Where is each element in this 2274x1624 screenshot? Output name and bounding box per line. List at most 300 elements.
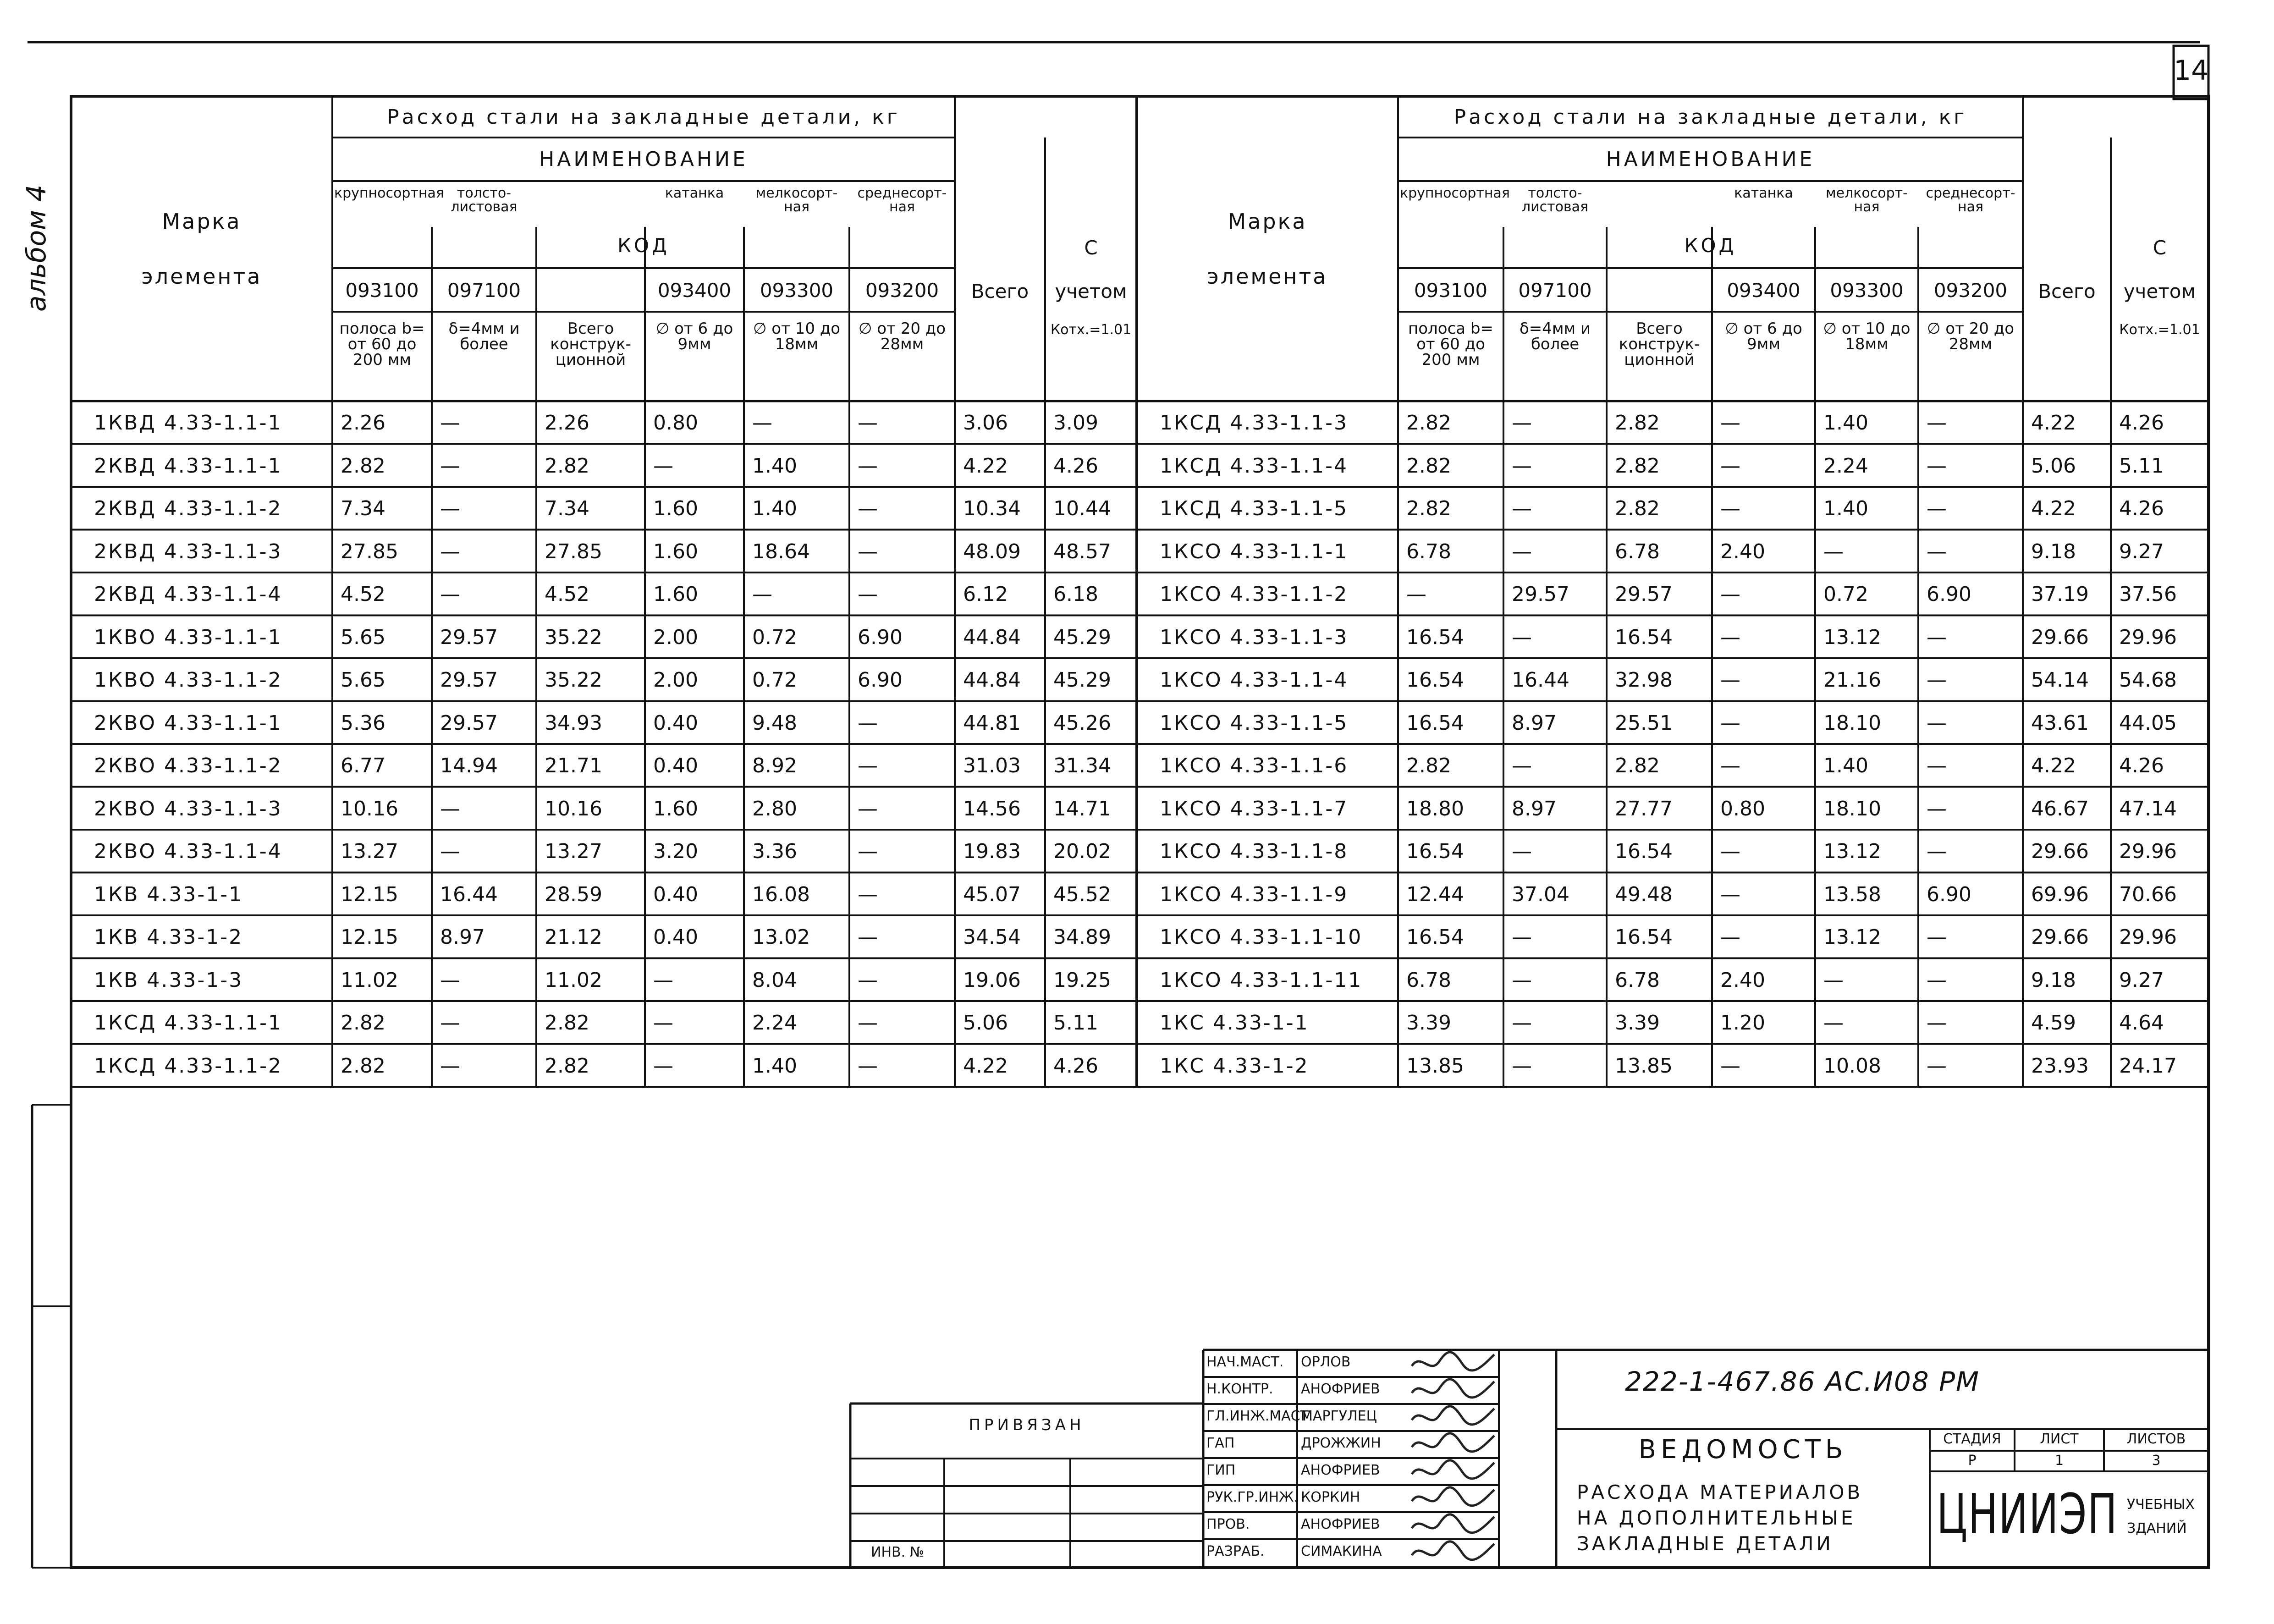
left-cell: — [858, 411, 878, 435]
left-cell: 20.02 [1053, 840, 1111, 863]
left-cell: 0.72 [752, 668, 797, 692]
right-cell: 47.14 [2119, 797, 2177, 820]
left-cell: 45.07 [963, 882, 1021, 906]
right-code-4: 093300 [1830, 279, 1904, 302]
right-cell: 44.05 [2119, 711, 2177, 735]
left-cell: — [653, 1011, 673, 1035]
left-cell: 2.00 [653, 668, 698, 692]
left-s: С [1084, 237, 1098, 259]
left-cell: — [858, 539, 878, 563]
left-cell: 31.03 [963, 754, 1021, 777]
left-coltype-1: толсто-листовая [451, 185, 518, 215]
right-code-1: 097100 [1518, 279, 1592, 302]
left-cell: 6.12 [963, 583, 1008, 606]
right-cell: 29.96 [2119, 840, 2177, 863]
role-label: РАЗРАБ. [1206, 1543, 1265, 1559]
left-coltype-0: крупносортная [334, 185, 444, 201]
left-cell: 0.40 [653, 754, 698, 777]
org-logo: ЦНИИЭП [1937, 1483, 2118, 1547]
left-cell: 48.57 [1053, 539, 1111, 563]
right-elementa: элемента [1207, 264, 1328, 289]
right-cell: 4.64 [2119, 1011, 2164, 1035]
right-cell: 2.82 [1406, 754, 1451, 777]
left-cell: 45.29 [1053, 625, 1111, 649]
right-cell: 9.18 [2031, 539, 2076, 563]
left-cell: 29.57 [440, 711, 498, 735]
left-cell: 9.48 [752, 711, 797, 735]
right-cell: 6.90 [1927, 583, 1971, 606]
right-cell: — [1720, 454, 1740, 478]
left-cell: 5.65 [341, 625, 385, 649]
left-code-4: 093300 [760, 279, 834, 302]
right-cell: — [1512, 454, 1532, 478]
left-cell: 44.84 [963, 625, 1021, 649]
left-cell: — [653, 454, 673, 478]
left-cell: 5.11 [1053, 1011, 1098, 1035]
list-label: ЛИСТ [2040, 1431, 2079, 1447]
left-kotx: Котх.=1.01 [1050, 322, 1132, 338]
left-cell: 19.25 [1053, 968, 1111, 992]
org-sub1: УЧЕБНЫХ [2127, 1497, 2195, 1513]
left-cell: 1.40 [752, 454, 797, 478]
right-cell: 2.82 [1615, 497, 1660, 520]
right-cell: 70.66 [2119, 882, 2177, 906]
left-cell: 2КВО 4.33-1.1-3 [94, 797, 282, 820]
right-cell: — [1927, 840, 1947, 863]
left-cell: — [858, 925, 878, 949]
left-cell: — [440, 539, 460, 563]
right-cell: 29.66 [2031, 840, 2089, 863]
left-cell: 2.26 [341, 411, 385, 435]
left-cell: 12.15 [341, 925, 398, 949]
left-cell: 34.89 [1053, 925, 1111, 949]
left-cell: 1КВО 4.33-1.1-2 [94, 668, 282, 692]
right-s: С [2153, 237, 2167, 259]
left-cell: 5.36 [341, 711, 385, 735]
left-cell: 0.72 [752, 625, 797, 649]
right-cell: — [1512, 754, 1532, 777]
right-cell: — [1512, 1011, 1532, 1035]
right-coltype-1: толсто-листовая [1521, 185, 1589, 215]
right-cell: — [1512, 411, 1532, 435]
left-cell: — [858, 497, 878, 520]
left-cell: 7.34 [545, 497, 589, 520]
left-cell: 21.12 [545, 925, 602, 949]
right-coltype-0: крупносортная [1400, 185, 1510, 201]
left-code-5: 093200 [865, 279, 939, 302]
right-cell: 2.24 [1823, 454, 1868, 478]
name-label: ОРЛОВ [1301, 1354, 1351, 1370]
name-label: КОРКИН [1301, 1489, 1360, 1505]
right-cell: 49.48 [1615, 882, 1673, 906]
role-label: ПРОВ. [1206, 1516, 1250, 1532]
left-cell: — [858, 968, 878, 992]
name-label: СИМАКИНА [1301, 1543, 1382, 1559]
left-title: Расход стали на закладные детали, кг [387, 105, 900, 129]
left-cell: 31.34 [1053, 754, 1111, 777]
left-cell: 10.44 [1053, 497, 1111, 520]
left-cell: 3.09 [1053, 411, 1098, 435]
right-cell: 6.78 [1406, 539, 1451, 563]
right-cell: — [1720, 754, 1740, 777]
right-cell: 4.26 [2119, 497, 2164, 520]
left-cell: 2.82 [341, 454, 385, 478]
right-code-5: 093200 [1933, 279, 2008, 302]
right-cell: 4.22 [2031, 497, 2076, 520]
left-cell: 6.90 [858, 625, 903, 649]
role-label: Н.КОНТР. [1206, 1381, 1273, 1397]
right-cell: — [1720, 711, 1740, 735]
right-spec-2: Всего конструк-ционной [1619, 319, 1700, 369]
right-coltype-5: среднесорт-ная [1926, 185, 2015, 215]
left-cell: 3.20 [653, 840, 698, 863]
left-cell: — [858, 711, 878, 735]
left-cell: 18.64 [752, 539, 810, 563]
left-cell: 35.22 [545, 625, 602, 649]
right-cell: 29.96 [2119, 925, 2177, 949]
right-cell: 16.44 [1512, 668, 1569, 692]
left-cell: — [858, 797, 878, 820]
left-cell: 1КСД 4.33-1.1-2 [94, 1054, 283, 1078]
right-cell: — [1927, 454, 1947, 478]
left-cell: 27.85 [545, 539, 602, 563]
left-cell: 35.22 [545, 668, 602, 692]
right-cell: 13.58 [1823, 882, 1881, 906]
left-cell: 8.97 [440, 925, 485, 949]
right-cell: 12.44 [1406, 882, 1464, 906]
name-label: АНОФРИЕВ [1301, 1516, 1380, 1532]
left-cell: — [440, 1054, 460, 1078]
left-cell: — [440, 968, 460, 992]
left-cell: 2.82 [545, 1011, 589, 1035]
right-cell: 16.54 [1406, 711, 1464, 735]
right-cell: 16.54 [1615, 625, 1673, 649]
left-spec-4: ∅ от 10 до 18мм [753, 319, 841, 353]
right-cell: 2.82 [1406, 411, 1451, 435]
left-cell: 8.92 [752, 754, 797, 777]
right-cell: 8.97 [1512, 797, 1557, 820]
right-cell: 3.39 [1406, 1011, 1451, 1035]
list-value: 1 [2054, 1453, 2064, 1469]
right-cell: 43.61 [2031, 711, 2089, 735]
left-cell: 2.24 [752, 1011, 797, 1035]
right-cell: 1.40 [1823, 754, 1868, 777]
right-cell: — [1512, 539, 1532, 563]
right-cell: 9.27 [2119, 539, 2164, 563]
right-cell: 29.66 [2031, 925, 2089, 949]
left-coltype-5: среднесорт-ная [857, 185, 947, 215]
right-cell: — [1927, 497, 1947, 520]
left-cell: 14.71 [1053, 797, 1111, 820]
left-cell: — [858, 583, 878, 606]
left-cell: 2КВО 4.33-1.1-1 [94, 711, 282, 735]
left-cell: — [858, 882, 878, 906]
left-cell: 7.34 [341, 497, 385, 520]
left-cell: 13.27 [545, 840, 602, 863]
left-cell: 0.80 [653, 411, 698, 435]
left-cell: 1КВ 4.33-1-1 [94, 882, 243, 906]
right-cell: 2.40 [1720, 968, 1765, 992]
title-line: РАСХОДА МАТЕРИАЛОВ [1577, 1481, 1863, 1503]
left-cell: 1КСД 4.33-1.1-1 [94, 1011, 283, 1035]
right-cell: 24.17 [2119, 1054, 2177, 1078]
right-cell: 23.93 [2031, 1054, 2089, 1078]
right-cell: 18.10 [1823, 797, 1881, 820]
left-cell: 4.26 [1053, 1054, 1098, 1078]
right-cell: 3.39 [1615, 1011, 1660, 1035]
left-cell: — [440, 454, 460, 478]
right-cell: 4.22 [2031, 754, 2076, 777]
left-cell: 29.57 [440, 668, 498, 692]
right-cell: 46.67 [2031, 797, 2089, 820]
right-cell: 16.54 [1406, 925, 1464, 949]
right-cell: — [1512, 968, 1532, 992]
right-coltype-3: катанка [1734, 185, 1793, 201]
left-cell: — [440, 1011, 460, 1035]
right-cell: 27.77 [1615, 797, 1673, 820]
right-cell: 0.72 [1823, 583, 1868, 606]
right-cell: 37.04 [1512, 882, 1569, 906]
left-cell: 29.57 [440, 625, 498, 649]
left-cell: 44.84 [963, 668, 1021, 692]
left-cell: — [858, 454, 878, 478]
right-cell: 13.85 [1406, 1054, 1464, 1078]
left-cell: — [752, 411, 772, 435]
left-spec-3: ∅ от 6 до 9мм [655, 319, 733, 353]
right-cell: 37.56 [2119, 583, 2177, 606]
left-cell: 12.15 [341, 882, 398, 906]
right-cell: 9.18 [2031, 968, 2076, 992]
left-cell: 45.29 [1053, 668, 1111, 692]
right-code-3: 093400 [1727, 279, 1800, 302]
right-cell: 1КСО 4.33-1.1-10 [1160, 925, 1363, 949]
right-cell: — [1720, 925, 1740, 949]
name-label: АНОФРИЕВ [1301, 1462, 1380, 1478]
right-cell: 13.12 [1823, 625, 1881, 649]
right-cell: — [1720, 882, 1740, 906]
left-cell: — [858, 840, 878, 863]
left-cell: 2КВО 4.33-1.1-4 [94, 840, 282, 863]
left-cell: 6.77 [341, 754, 385, 777]
right-cell: 1КСО 4.33-1.1-2 [1160, 583, 1349, 606]
right-cell: 4.26 [2119, 411, 2164, 435]
right-cell: 5.11 [2119, 454, 2164, 478]
left-cell: 19.83 [963, 840, 1021, 863]
right-kod: КОД [1684, 234, 1737, 257]
right-cell: — [1927, 625, 1947, 649]
right-cell: 8.97 [1512, 711, 1557, 735]
left-cell: 8.04 [752, 968, 797, 992]
name-label: МАРГУЛЕЦ [1301, 1408, 1377, 1424]
left-coltype-3: катанка [665, 185, 724, 201]
left-cell: 1.60 [653, 539, 698, 563]
left-cell: 4.52 [341, 583, 385, 606]
left-cell: 11.02 [545, 968, 602, 992]
right-cell: — [1512, 497, 1532, 520]
right-spec-1: δ=4мм и более [1519, 319, 1591, 353]
right-cell: 54.68 [2119, 668, 2177, 692]
left-cell: — [858, 754, 878, 777]
left-cell: 1.60 [653, 583, 698, 606]
right-cell: 1.20 [1720, 1011, 1765, 1035]
right-cell: 4.26 [2119, 754, 2164, 777]
left-cell: 0.40 [653, 711, 698, 735]
right-cell: — [1927, 754, 1947, 777]
privyazan-label: ПРИВЯЗАН [969, 1416, 1085, 1434]
right-uchetom: учетом [2123, 280, 2196, 303]
right-cell: 0.80 [1720, 797, 1765, 820]
right-cell: — [1927, 925, 1947, 949]
right-cell: 1КС 4.33-1-1 [1160, 1011, 1309, 1035]
right-cell: — [1927, 711, 1947, 735]
right-cell: 69.96 [2031, 882, 2089, 906]
right-cell: 1КС 4.33-1-2 [1160, 1054, 1309, 1078]
right-cell: 16.54 [1406, 625, 1464, 649]
left-cell: 3.06 [963, 411, 1008, 435]
right-cell: 29.66 [2031, 625, 2089, 649]
right-cell: 32.98 [1615, 668, 1673, 692]
left-coltype-4: мелкосорт-ная [755, 185, 838, 215]
left-cell: 27.85 [341, 539, 398, 563]
right-cell: — [1406, 583, 1426, 606]
right-cell: — [1927, 1054, 1947, 1078]
right-cell: — [1927, 411, 1947, 435]
right-cell: 2.82 [1615, 454, 1660, 478]
right-spec-4: ∅ от 10 до 18мм [1823, 319, 1911, 353]
right-cell: 4.59 [2031, 1011, 2076, 1035]
left-cell: 5.65 [341, 668, 385, 692]
right-cell: — [1512, 1054, 1532, 1078]
left-cell: — [858, 1054, 878, 1078]
left-cell: 10.16 [545, 797, 602, 820]
right-cell: 1КСО 4.33-1.1-3 [1160, 625, 1349, 649]
name-label: ДРОЖЖИН [1301, 1435, 1381, 1451]
left-cell: — [653, 968, 673, 992]
right-cell: 6.78 [1406, 968, 1451, 992]
right-cell: — [1823, 539, 1844, 563]
right-cell: 6.78 [1615, 539, 1660, 563]
right-cell: 16.54 [1406, 840, 1464, 863]
left-cell: — [752, 583, 772, 606]
left-cell: 6.18 [1053, 583, 1098, 606]
role-label: РУК.ГР.ИНЖ. [1206, 1489, 1298, 1505]
right-cell: 2.82 [1615, 411, 1660, 435]
left-cell: — [653, 1054, 673, 1078]
right-naimenovanie: НАИМЕНОВАНИЕ [1606, 148, 1815, 171]
right-cell: 13.12 [1823, 840, 1881, 863]
left-cell: 48.09 [963, 539, 1021, 563]
right-cell: 2.82 [1615, 754, 1660, 777]
left-cell: 3.36 [752, 840, 797, 863]
left-cell: 14.56 [963, 797, 1021, 820]
left-cell: — [440, 797, 460, 820]
right-cell: — [1927, 1011, 1947, 1035]
left-code-1: 097100 [447, 279, 521, 302]
right-cell: 16.54 [1615, 840, 1673, 863]
right-cell: 1КСО 4.33-1.1-11 [1160, 968, 1363, 992]
right-cell: — [1512, 840, 1532, 863]
right-cell: 6.78 [1615, 968, 1660, 992]
left-cell: 13.27 [341, 840, 398, 863]
left-spec-2: Всего конструк-ционной [550, 319, 631, 369]
right-cell: 1КСО 4.33-1.1-6 [1160, 754, 1349, 777]
right-cell: — [1720, 411, 1740, 435]
left-cell: 1.40 [752, 1054, 797, 1078]
left-cell: 10.16 [341, 797, 398, 820]
left-cell: — [440, 411, 460, 435]
right-cell: 5.06 [2031, 454, 2076, 478]
stadiya-label: СТАДИЯ [1943, 1431, 2001, 1447]
left-kod: КОД [617, 234, 670, 257]
right-cell: — [1720, 583, 1740, 606]
left-cell: 1.60 [653, 797, 698, 820]
right-cell: — [1512, 625, 1532, 649]
name-label: АНОФРИЕВ [1301, 1381, 1380, 1397]
side-label: альбом 4 [21, 184, 52, 312]
left-marka: Марка [162, 209, 242, 234]
role-label: НАЧ.МАСТ. [1206, 1354, 1284, 1370]
vedomost-title: ВЕДОМОСТЬ [1638, 1435, 1848, 1464]
role-label: ГЛ.ИНЖ.МАСТ. [1206, 1408, 1313, 1424]
right-cell: 16.54 [1615, 925, 1673, 949]
right-cell: 4.22 [2031, 411, 2076, 435]
right-cell: 29.57 [1512, 583, 1569, 606]
doc-code: 222-1-467.86 АС.И08 РМ [1625, 1366, 1980, 1397]
right-cell: 29.57 [1615, 583, 1673, 606]
left-cell: 1.60 [653, 497, 698, 520]
left-cell: 2КВД 4.33-1.1-1 [94, 454, 282, 478]
left-cell: 2.80 [752, 797, 797, 820]
left-cell: — [440, 583, 460, 606]
left-cell: 2.82 [545, 1054, 589, 1078]
right-cell: 2.82 [1406, 454, 1451, 478]
left-cell: 45.52 [1053, 882, 1111, 906]
right-cell: 1КСО 4.33-1.1-4 [1160, 668, 1349, 692]
left-cell: 2КВО 4.33-1.1-2 [94, 754, 282, 777]
right-cell: 1КСД 4.33-1.1-5 [1160, 497, 1349, 520]
left-cell: 4.22 [963, 1054, 1008, 1078]
right-cell: — [1823, 968, 1844, 992]
right-cell: 9.27 [2119, 968, 2164, 992]
right-marka: Марка [1228, 209, 1307, 234]
left-cell: 2КВД 4.33-1.1-2 [94, 497, 282, 520]
right-cell: — [1720, 840, 1740, 863]
right-vsego: Всего [2038, 280, 2096, 303]
left-naimenovanie: НАИМЕНОВАНИЕ [539, 148, 748, 171]
right-spec-5: ∅ от 20 до 28мм [1927, 319, 2015, 353]
left-cell: 2КВД 4.33-1.1-4 [94, 583, 282, 606]
left-cell: 0.40 [653, 925, 698, 949]
role-label: ГАП [1206, 1435, 1235, 1451]
left-cell: 4.26 [1053, 454, 1098, 478]
left-elementa: элемента [141, 264, 262, 289]
right-cell: 54.14 [2031, 668, 2089, 692]
right-cell: 21.16 [1823, 668, 1881, 692]
right-cell: — [1927, 797, 1947, 820]
right-cell: — [1823, 1011, 1844, 1035]
left-cell: 2.82 [341, 1054, 385, 1078]
right-cell: 1КСО 4.33-1.1-9 [1160, 882, 1349, 906]
left-spec-0: полоса b= от 60 до 200 мм [339, 319, 425, 369]
right-cell: — [1720, 625, 1740, 649]
right-cell: 1.40 [1823, 411, 1868, 435]
right-cell: 1КСО 4.33-1.1-5 [1160, 711, 1349, 735]
left-cell: 0.40 [653, 882, 698, 906]
left-cell: 2.82 [341, 1011, 385, 1035]
right-cell: 10.08 [1823, 1054, 1881, 1078]
role-label: ГИП [1206, 1462, 1236, 1478]
left-cell: 13.02 [752, 925, 810, 949]
